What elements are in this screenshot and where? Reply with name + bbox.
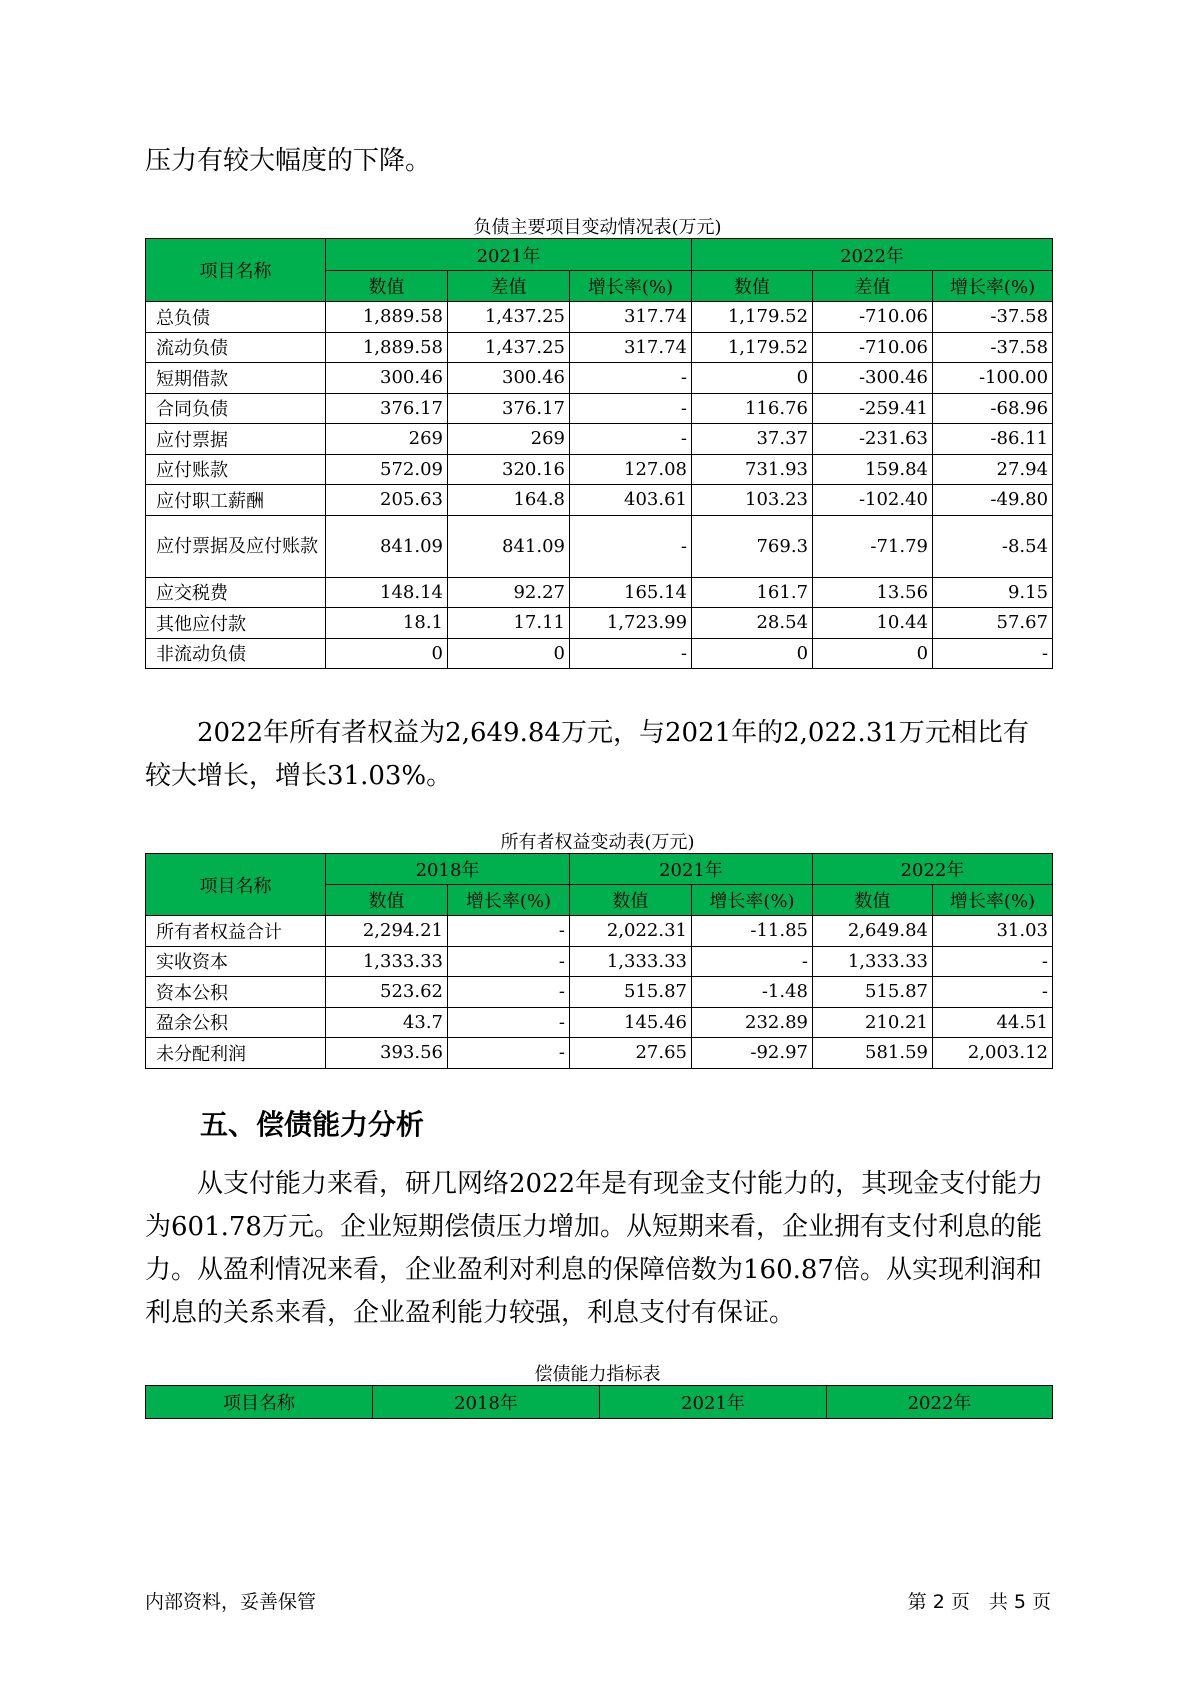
liab-cell: 1,889.58 — [326, 302, 448, 333]
liab-cell: 403.61 — [570, 485, 692, 516]
liab-table-row — [146, 393, 1053, 424]
liab-table-row — [146, 302, 1053, 333]
liab-cell: 1,437.25 — [448, 332, 570, 363]
liab-cell: 127.08 — [570, 454, 692, 485]
liab-cell: 9.15 — [933, 577, 1053, 608]
equity-cell: 2,022.31 — [570, 916, 692, 947]
equity-table-row — [146, 1038, 1053, 1069]
equity-cell: - — [448, 916, 570, 947]
liab-cell: 1,179.52 — [692, 302, 813, 333]
equity-row-label: 资本公积 — [146, 977, 326, 1008]
liab-row-label: 非流动负债 — [146, 638, 326, 669]
liab-cell: - — [570, 515, 692, 577]
equity-cell: 581.59 — [813, 1038, 933, 1069]
liab-cell: 0 — [813, 638, 933, 669]
liab-cell: 92.27 — [448, 577, 570, 608]
equity-subheader-1: 增长率(%) — [448, 885, 570, 916]
equity-table-caption: 所有者权益变动表(万元) — [500, 832, 695, 853]
liab-row-label: 短期借款 — [146, 363, 326, 394]
solvency-header-2018: 2018年 — [373, 1386, 600, 1419]
liab-cell: 205.63 — [326, 485, 448, 516]
liabilities-table — [145, 238, 1053, 669]
equity-cell: 232.89 — [692, 1007, 813, 1038]
equity-subheader-0: 数值 — [326, 885, 448, 916]
liab-cell: -100.00 — [933, 363, 1053, 394]
liab-cell: 1,723.99 — [570, 608, 692, 639]
liab-subheader-3: 数值 — [692, 271, 813, 302]
liab-cell: 317.74 — [570, 302, 692, 333]
liab-cell: 27.94 — [933, 454, 1053, 485]
liab-cell: 300.46 — [448, 363, 570, 394]
liab-header-year-2021: 2021年 — [326, 239, 692, 271]
equity-cell: 515.87 — [570, 977, 692, 1008]
solvency-table-caption: 偿债能力指标表 — [534, 1364, 661, 1385]
liab-subheader-5: 增长率(%) — [933, 271, 1053, 302]
liab-cell: -231.63 — [813, 424, 933, 455]
liab-table-row — [146, 485, 1053, 516]
liab-table-row — [146, 608, 1053, 639]
liab-cell: 731.93 — [692, 454, 813, 485]
liab-cell: 103.23 — [692, 485, 813, 516]
equity-table-row — [146, 946, 1053, 977]
equity-subheader-3: 增长率(%) — [692, 885, 813, 916]
liab-cell: -710.06 — [813, 332, 933, 363]
equity-subheader-5: 增长率(%) — [933, 885, 1053, 916]
equity-cell: 523.62 — [326, 977, 448, 1008]
liab-cell: 317.74 — [570, 332, 692, 363]
solvency-header-2021: 2021年 — [600, 1386, 827, 1419]
liab-table-row — [146, 363, 1053, 394]
liab-cell: 0 — [692, 638, 813, 669]
intro-line: 压力有较大幅度的下降。 — [145, 146, 432, 176]
section-heading: 五、偿债能力分析 — [200, 1108, 425, 1141]
equity-subheader-2: 数值 — [570, 885, 692, 916]
equity-header-year-2021: 2021年 — [570, 854, 813, 885]
equity-table-body — [146, 916, 1053, 1069]
liab-cell: -37.58 — [933, 332, 1053, 363]
liab-cell: - — [933, 638, 1053, 669]
equity-cell: 145.46 — [570, 1007, 692, 1038]
liab-row-label: 合同负债 — [146, 393, 326, 424]
equity-cell: 1,333.33 — [570, 946, 692, 977]
liab-row-label: 应付票据 — [146, 424, 326, 455]
liab-cell: -710.06 — [813, 302, 933, 333]
equity-cell: 27.65 — [570, 1038, 692, 1069]
liab-cell: -300.46 — [813, 363, 933, 394]
equity-cell: 43.7 — [326, 1007, 448, 1038]
equity-cell: - — [448, 946, 570, 977]
equity-cell: 2,003.12 — [933, 1038, 1053, 1069]
liab-cell: -71.79 — [813, 515, 933, 577]
liab-header-name: 项目名称 — [146, 239, 326, 302]
liab-cell: 300.46 — [326, 363, 448, 394]
liab-row-label: 应付职工薪酬 — [146, 485, 326, 516]
equity-cell: - — [448, 977, 570, 1008]
liab-cell: 37.37 — [692, 424, 813, 455]
solvency-header-name: 项目名称 — [146, 1386, 373, 1419]
equity-cell: - — [933, 977, 1053, 1008]
equity-cell: -1.48 — [692, 977, 813, 1008]
liab-table-row — [146, 577, 1053, 608]
equity-row-label: 盈余公积 — [146, 1007, 326, 1038]
liab-subheader-0: 数值 — [326, 271, 448, 302]
equity-header-year-2018: 2018年 — [326, 854, 570, 885]
liab-cell: 18.1 — [326, 608, 448, 639]
liab-table-body — [146, 302, 1053, 669]
liab-cell: 376.17 — [448, 393, 570, 424]
equity-cell: 31.03 — [933, 916, 1053, 947]
liab-cell: -259.41 — [813, 393, 933, 424]
liab-cell: 0 — [448, 638, 570, 669]
liab-cell: 165.14 — [570, 577, 692, 608]
liab-cell: 1,179.52 — [692, 332, 813, 363]
liab-cell: 841.09 — [448, 515, 570, 577]
liab-header-year-2022: 2022年 — [692, 239, 1053, 271]
equity-cell: 44.51 — [933, 1007, 1053, 1038]
liab-cell: - — [570, 363, 692, 394]
equity-cell: 515.87 — [813, 977, 933, 1008]
liab-row-label: 其他应付款 — [146, 608, 326, 639]
equity-table-row — [146, 1007, 1053, 1038]
equity-cell: 393.56 — [326, 1038, 448, 1069]
equity-header-name: 项目名称 — [146, 854, 326, 916]
equity-cell: 210.21 — [813, 1007, 933, 1038]
liab-cell: 17.11 — [448, 608, 570, 639]
liab-cell: -102.40 — [813, 485, 933, 516]
solvency-table — [145, 1385, 1053, 1419]
equity-cell: 2,294.21 — [326, 916, 448, 947]
equity-subheader-4: 数值 — [813, 885, 933, 916]
liab-cell: - — [570, 424, 692, 455]
equity-cell: 1,333.33 — [813, 946, 933, 977]
equity-cell: -92.97 — [692, 1038, 813, 1069]
liab-cell: 164.8 — [448, 485, 570, 516]
liab-subheader-2: 增长率(%) — [570, 271, 692, 302]
equity-cell: - — [448, 1007, 570, 1038]
equity-cell: -11.85 — [692, 916, 813, 947]
liab-row-label: 应付账款 — [146, 454, 326, 485]
equity-row-label: 所有者权益合计 — [146, 916, 326, 947]
equity-table-row — [146, 916, 1053, 947]
liab-table-row — [146, 424, 1053, 455]
liab-cell: 572.09 — [326, 454, 448, 485]
liab-cell: 0 — [326, 638, 448, 669]
equity-row-label: 未分配利润 — [146, 1038, 326, 1069]
liab-cell: 28.54 — [692, 608, 813, 639]
liab-table-row — [146, 638, 1053, 669]
liab-cell: -8.54 — [933, 515, 1053, 577]
equity-table — [145, 853, 1053, 1069]
liab-cell: - — [570, 638, 692, 669]
liab-subheader-1: 差值 — [448, 271, 570, 302]
liab-subheader-4: 差值 — [813, 271, 933, 302]
liab-cell: -68.96 — [933, 393, 1053, 424]
liab-cell: 57.67 — [933, 608, 1053, 639]
liab-table-row — [146, 515, 1053, 577]
liab-row-label: 应交税费 — [146, 577, 326, 608]
equity-cell: - — [448, 1038, 570, 1069]
equity-paragraph: 2022年所有者权益为2,649.84万元，与2021年的2,022.31万元相比有较大增长，增长31.03%。 — [145, 718, 1029, 791]
liab-cell: 269 — [326, 424, 448, 455]
liab-cell: 13.56 — [813, 577, 933, 608]
footer-confidential-note: 内部资料，妥善保管 — [145, 1591, 317, 1613]
equity-table-row — [146, 977, 1053, 1008]
liab-cell: - — [570, 393, 692, 424]
liab-cell: 161.7 — [692, 577, 813, 608]
equity-row-label: 实收资本 — [146, 946, 326, 977]
liab-cell: -49.80 — [933, 485, 1053, 516]
liab-cell: -86.11 — [933, 424, 1053, 455]
equity-cell: 2,649.84 — [813, 916, 933, 947]
liab-cell: 1,889.58 — [326, 332, 448, 363]
equity-cell: 1,333.33 — [326, 946, 448, 977]
liab-cell: 116.76 — [692, 393, 813, 424]
footer-page-number: 第 2 页 共 5 页 — [907, 1591, 1051, 1613]
equity-header-year-2022: 2022年 — [813, 854, 1053, 885]
liab-cell: 10.44 — [813, 608, 933, 639]
liab-table-row — [146, 454, 1053, 485]
liab-row-label: 应付票据及应付账款 — [146, 515, 326, 577]
liab-cell: 0 — [692, 363, 813, 394]
liab-cell: 320.16 — [448, 454, 570, 485]
liab-cell: 376.17 — [326, 393, 448, 424]
solvency-paragraph: 从支付能力来看，研几网络2022年是有现金支付能力的，其现金支付能力为601.78万元。企业短期偿债压力增加。从短期来看，企业拥有支付利息的能力。从盈利情况来看，企业盈利对利息的保障倍数为160.87倍。从实现利润和利息的关系来看，企业盈利能力较强，利息支付有保证。 — [145, 1169, 1044, 1328]
liab-table-row — [146, 332, 1053, 363]
liab-cell: 841.09 — [326, 515, 448, 577]
liab-cell: 148.14 — [326, 577, 448, 608]
liab-cell: 269 — [448, 424, 570, 455]
liab-cell: 1,437.25 — [448, 302, 570, 333]
equity-cell: - — [933, 946, 1053, 977]
liab-row-label: 流动负债 — [146, 332, 326, 363]
liabilities-table-caption: 负债主要项目变动情况表(万元) — [473, 217, 722, 238]
liab-cell: 769.3 — [692, 515, 813, 577]
liab-cell: -37.58 — [933, 302, 1053, 333]
liab-row-label: 总负债 — [146, 302, 326, 333]
solvency-header-2022: 2022年 — [827, 1386, 1053, 1419]
equity-cell: - — [692, 946, 813, 977]
liab-cell: 159.84 — [813, 454, 933, 485]
